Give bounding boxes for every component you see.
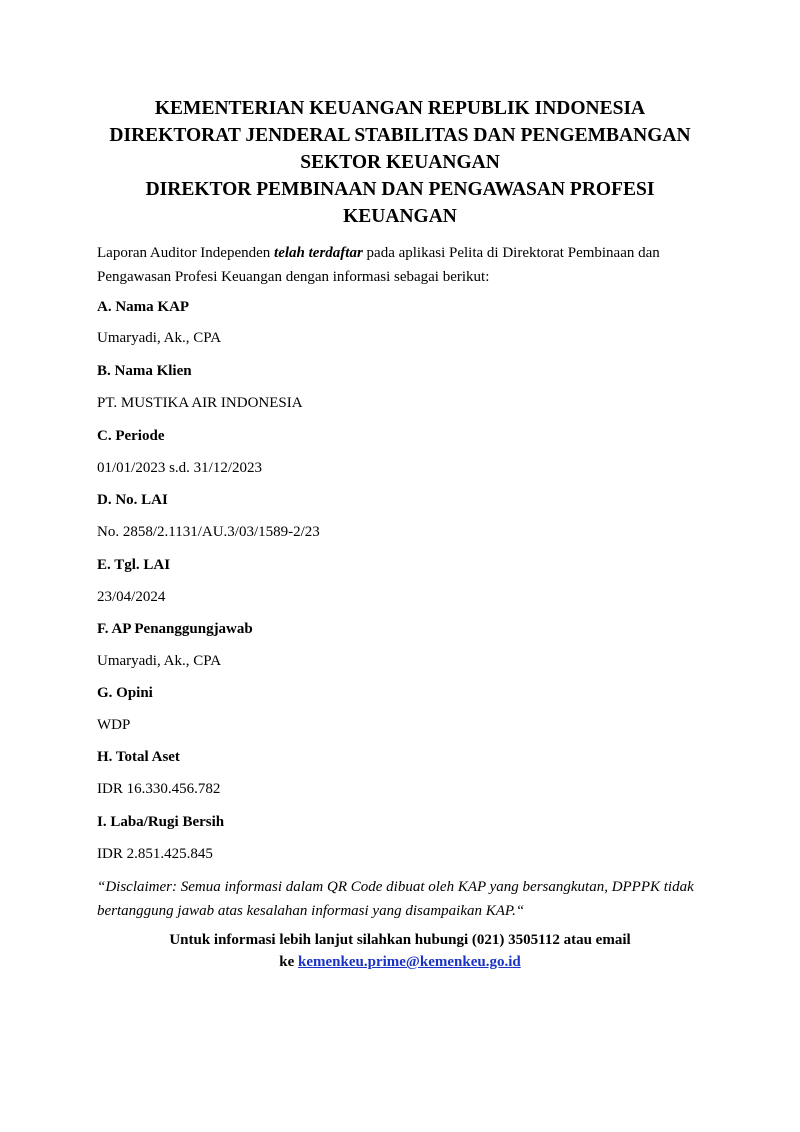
disclaimer-text: “Disclaimer: Semua informasi dalam QR Code dibuat oleh KAP yang bersangkutan, DPPPK tidak bertanggung jawab atas kesalahan informasi yang disampaikan KAP.“: [97, 879, 694, 919]
field-value-laba-rugi-bersih: IDR 2.851.425.845: [97, 846, 213, 862]
field-value-nama-kap: Umaryadi, Ak., CPA: [97, 330, 222, 346]
intro-emphasis: telah terdaftar: [274, 245, 363, 261]
contact-email-line: [90, 951, 710, 973]
document-header: [90, 95, 710, 230]
field-value-periode: 01/01/2023 s.d. 31/12/2023: [97, 460, 263, 476]
contact-line: Untuk informasi lebih lanjut silahkan hubungi (021) 3505112 atau email: [169, 932, 631, 948]
header-directorate-general: DIREKTORAT JENDERAL STABILITAS DAN PENGEMBANGAN: [109, 125, 691, 146]
header-director: DIREKTOR PEMBINAAN DAN PENGAWASAN PROFESI: [145, 179, 655, 200]
field-label-periode: C. Periode: [97, 428, 165, 444]
contact-info: [90, 929, 710, 973]
field-value-total-aset: IDR 16.330.456.782: [97, 781, 221, 797]
intro-text-after: pada aplikasi Pelita di Direktorat Pembinaan dan Pengawasan Profesi Keuangan dengan informasi sebagai berikut:: [97, 245, 660, 285]
header-directorate-general-cont: SEKTOR KEUANGAN: [300, 152, 500, 173]
field-value-opini: WDP: [97, 717, 131, 733]
intro-text-before: Laporan Auditor Independen: [97, 245, 275, 261]
header-director-cont: KEUANGAN: [343, 206, 457, 227]
contact-email-link[interactable]: kemenkeu.prime@kemenkeu.go.id: [298, 954, 521, 970]
intro-paragraph: [97, 241, 717, 289]
field-value-no-lai: No. 2858/2.1131/AU.3/03/1589-2/23: [97, 524, 320, 540]
field-label-nama-kap: A. Nama KAP: [97, 299, 190, 315]
header-ministry: KEMENTERIAN KEUANGAN REPUBLIK INDONESIA: [154, 98, 646, 119]
field-label-nama-klien: B. Nama Klien: [97, 363, 192, 379]
field-label-ap-penanggungjawab: F. AP Penanggungjawab: [97, 621, 253, 637]
field-value-nama-klien: PT. MUSTIKA AIR INDONESIA: [97, 395, 303, 411]
field-label-no-lai: D. No. LAI: [97, 492, 168, 508]
field-value-ap-penanggungjawab: Umaryadi, Ak., CPA: [97, 653, 222, 669]
field-label-total-aset: H. Total Aset: [97, 749, 180, 765]
contact-email-prefix: ke: [279, 954, 299, 970]
field-label-laba-rugi-bersih: I. Laba/Rugi Bersih: [97, 814, 225, 830]
field-label-opini: G. Opini: [97, 685, 153, 701]
field-label-tgl-lai: E. Tgl. LAI: [97, 557, 171, 573]
field-value-tgl-lai: 23/04/2024: [97, 589, 166, 605]
